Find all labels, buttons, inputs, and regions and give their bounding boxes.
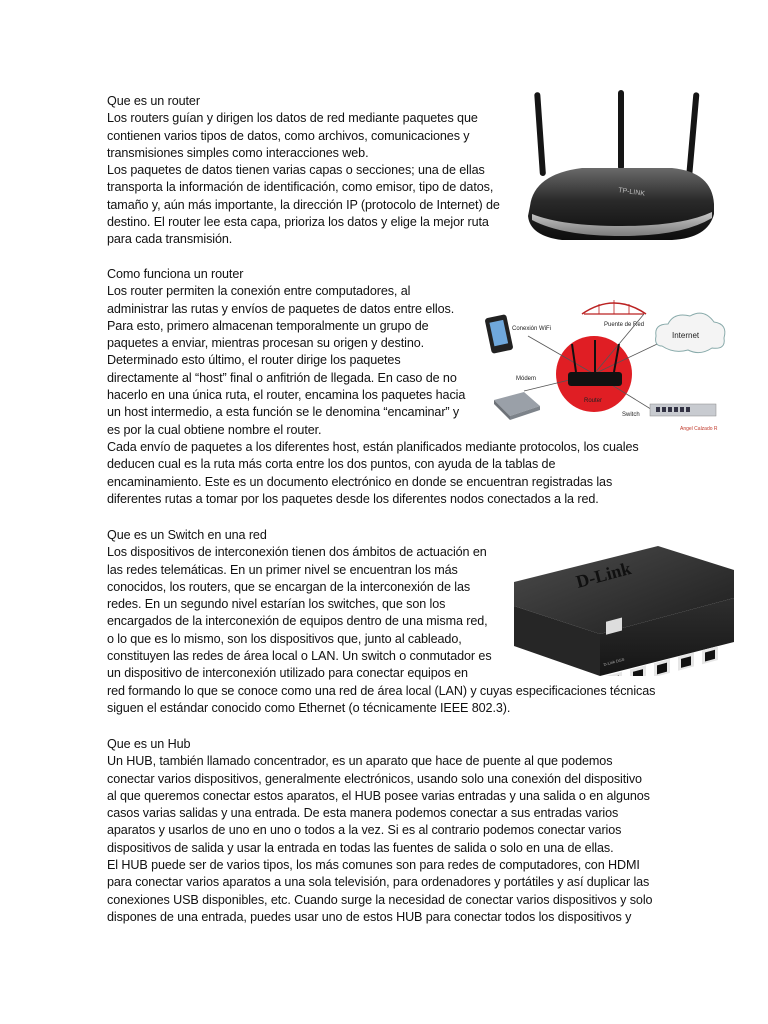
text-line: Los paquetes de datos tienen varias capas o secciones; una de ellas [107, 163, 485, 178]
text-line: aparatos y usarlos de uno en uno o todos a la vez. Si es al contrario podemos conectar varios [107, 823, 622, 838]
text-line: hacerlo en una única ruta, el router, encamina los paquetes hacia [107, 388, 466, 403]
switch-model-label: D-Link DGS [602, 656, 625, 667]
text-line: dispones de una entrada, puedes usar uno de estos HUB para conectar todos los dispositivos y [107, 909, 632, 924]
text-line: conocidos, los routers, que se encargan de la interconexión de las [107, 579, 471, 594]
modem-icon [494, 392, 540, 416]
text-line: destino. El router lee esta capa, prioriza los datos y elige la mejor ruta [107, 215, 489, 230]
text-line: Cada envío de paquetes a los diferentes host, están planificados mediante protocolos, los cuales [107, 439, 639, 454]
text-line: dispositivos de salida y usar la entrada en todas las fuentes de salida o solo en una de ellas. [107, 840, 614, 855]
text-line: administrar las rutas y envíos de paquetes de datos entre ellos. [107, 301, 455, 316]
label-internet: Internet [672, 331, 700, 340]
section-heading: Como funciona un router [107, 267, 244, 281]
router-image [522, 88, 720, 243]
router-icon [568, 372, 622, 386]
text-line: Un HUB, también llamado concentrador, es un aparato que hace de puente al que podemos [107, 754, 613, 769]
section-router [107, 93, 500, 249]
text-line: transmisiones simples como interacciones web. [107, 145, 369, 160]
text-line: redes. En un segundo nivel estarían los switches, que son los [107, 597, 446, 612]
text-line: para conectar varios aparatos a una sola televisión, para ordenadores y portátiles y así duplicar las [107, 875, 650, 890]
text-line: directamente al “host” final o anfitrión de llegada. En caso de no [107, 370, 457, 385]
text-line: deducen cual es la ruta más corta entre los dos puntos, con ayuda de la tablas de [107, 457, 556, 472]
section-hub [107, 736, 652, 926]
text-line: Determinado esto último, el router dirige los paquetes [107, 353, 401, 368]
text-line: Los router permiten la conexión entre computadores, al [107, 284, 411, 299]
router-brand-logo: TP-LINK [617, 187, 646, 198]
text-line: tamaño y, aún más importante, la dirección IP (protocolo de Internet) de [107, 197, 500, 212]
text-line: para cada transmisión. [107, 232, 233, 247]
text-line: Los dispositivos de interconexión tienen dos ámbitos de actuación en [107, 545, 487, 560]
router-antenna-left [534, 92, 546, 176]
text-line: contienen varios tipos de datos, como archivos, comunicaciones y [107, 128, 470, 143]
text-line: conectar varios dispositivos, generalmente electrónicos, usando solo una conexión del dispositivo [107, 771, 642, 786]
label-switch: Switch [622, 412, 640, 418]
text-line: red formando lo que se conoce como una red de área local (LAN) y cuyas especificaciones técnicas [107, 683, 656, 698]
label-router: Router [584, 398, 603, 404]
text-line: transporta la información de identificación, como emisor, tipo de datos, [107, 180, 494, 195]
text-line: diferentes rutas a tomar por los paquetes desde los diferentes nodos conectados a la red. [107, 491, 599, 506]
text-line: El HUB puede ser de varios tipos, los más comunes son para redes de computadores, con HDMI [107, 858, 640, 873]
text-line: encaminamiento. Este es un documento electrónico en donde se encuentran registradas las [107, 474, 613, 489]
label-bridge: Puente de Red [604, 322, 645, 328]
router-antenna-center [618, 90, 624, 170]
text-line: un host intermedio, a esta función se le denomina “encaminar” y [107, 405, 460, 420]
text-line: al que queremos conectar estos aparatos, el HUB posee varias entradas y una salida o en algunos [107, 788, 650, 803]
text-line: conexiones USB disponibles, etc. Cuando surge la necesidad de conectar varios dispositivos y solo [107, 892, 653, 907]
section-heading: Que es un Switch en una red [107, 528, 267, 542]
router-antenna-right [686, 92, 699, 178]
network-diagram [484, 296, 728, 438]
text-line: o lo que es lo mismo, son los dispositivos que, junto al cableado, [107, 631, 462, 646]
label-author: Angel Calzado R [680, 426, 718, 432]
label-wifi: Conexión WiFi [512, 326, 552, 332]
switch-brand-logo: D-Link [573, 558, 634, 592]
text-line: un dispositivo de interconexión utilizado para conectar equipos en [107, 666, 468, 681]
text-line: Para esto, primero almacenan temporalmente un grupo de [107, 318, 429, 333]
text-line: las redes telemáticas. En un primer nivel se encuentran los más [107, 562, 458, 577]
text-line: es por la cual obtiene nombre el router. [107, 422, 322, 437]
switch-image [508, 542, 736, 676]
label-modem: Módem [516, 376, 537, 382]
text-line: casos varias salidas y una entrada. De esta manera podemos conectar a sus entradas varios [107, 806, 619, 821]
text-line: paquetes a enviar, mientras procesan su origen y destino. [107, 336, 425, 351]
text-line: siguen el estándar conocido como Ethernet (o técnicamente IEEE 802.3). [107, 700, 511, 715]
text-line: constituyen las redes de área local o LAN. Un switch o conmutador es [107, 649, 492, 664]
section-heading: Que es un Hub [107, 737, 191, 751]
text-line: Los routers guían y dirigen los datos de red mediante paquetes que [107, 111, 478, 126]
section-heading: Que es un router [107, 94, 200, 108]
text-line: encargados de la interconexión de equipos dentro de una misma red, [107, 614, 488, 629]
